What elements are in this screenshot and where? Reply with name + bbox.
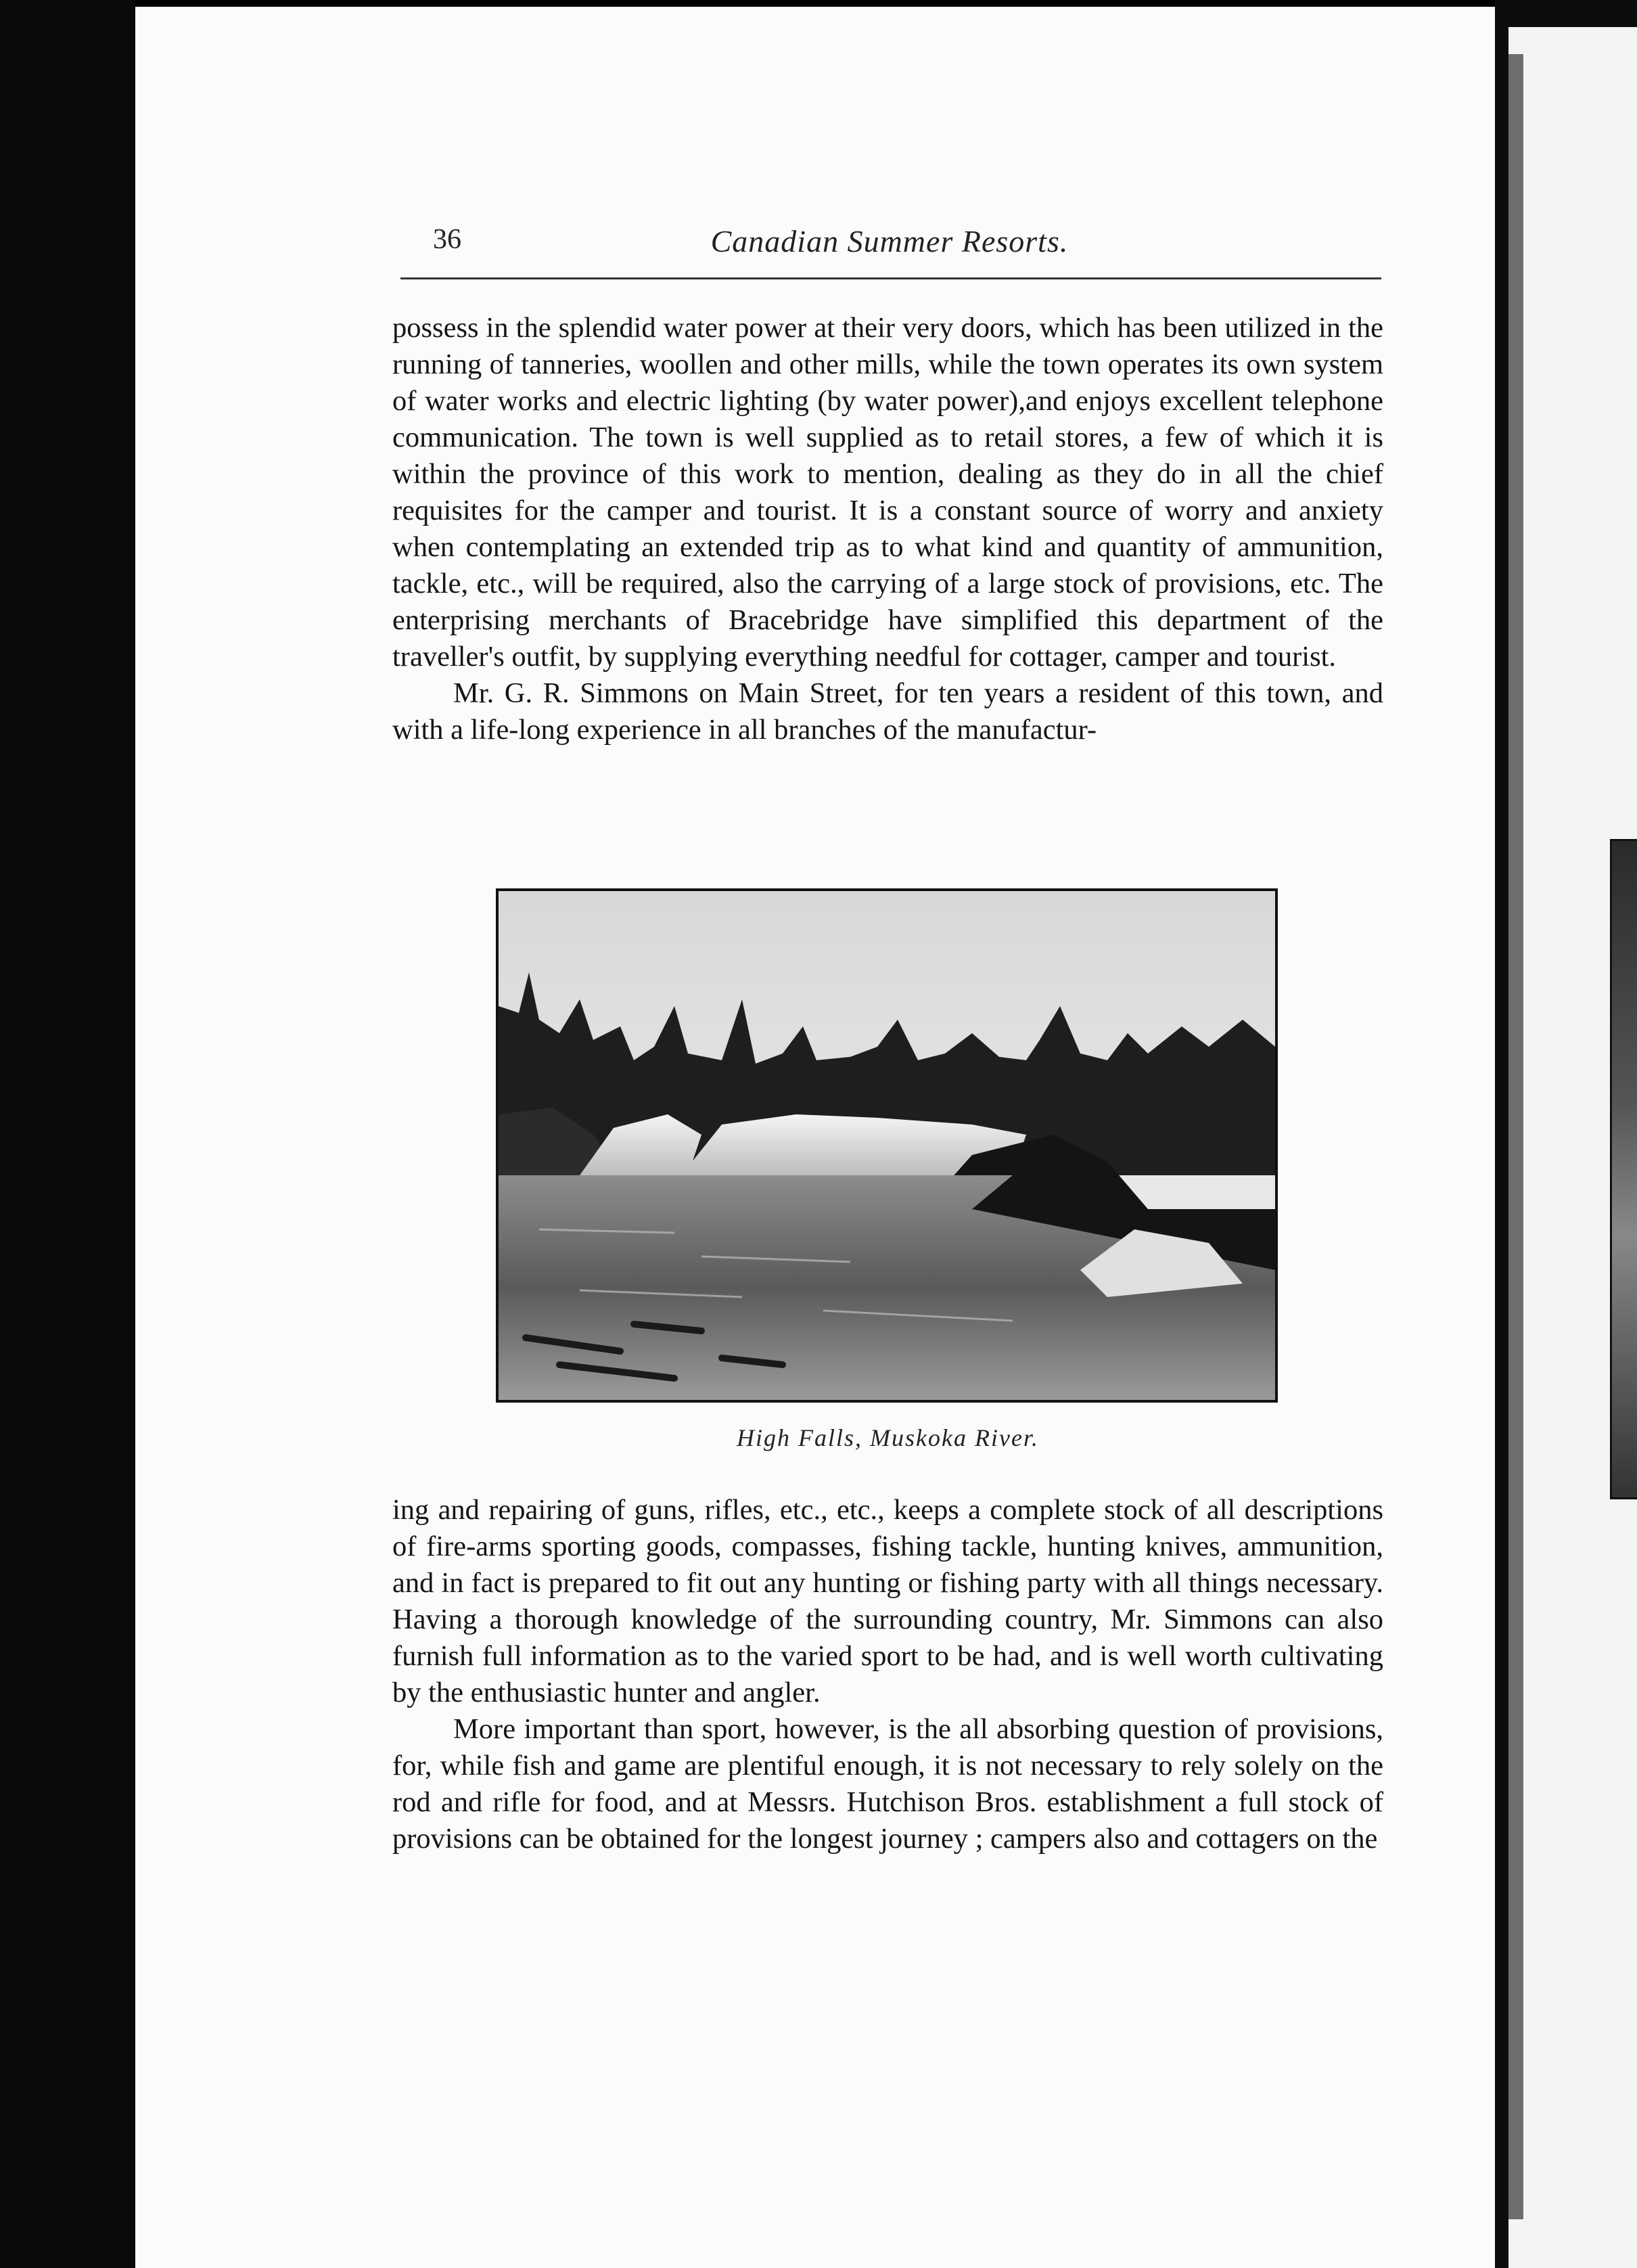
page-number: 36 [433,224,461,255]
header-rule [400,277,1381,279]
page-gutter-shadow [1508,54,1523,2219]
paragraph: Mr. G. R. Simmons on Main Street, for ten years a resident of this town, and with a life-long experience in all branches of the manufactur- [392,677,1383,746]
scan-border-left [0,0,135,2268]
paragraph: possess in the splendid water power at their very doors, which has been utilized in the running of tanneries, woollen and other mills, while the town operates its own system of water works and electric lighting (by water power),and enjoys excellent telephone communication. The town is well supplied as to retail stores, a few of which it is within the province of this work to mention, dealing as they do in all the chief requisites for the camper and tourist. It is a constant source of worry and anxiety when contemplating an extended trip as to what kind and quantity of ammunition, tackle, etc., will be required, also the carrying of a large stock of provisions, etc. The enterprising merchants of Bracebridge have simplified this department of the traveller's outfit, by supplying everything needful for cottager, camper and tourist. [392,312,1383,673]
paragraph: More important than sport, however, is the all absorbing question of provisions, for, while fish and game are plentiful enough, it is not necessary to rely solely on the rod and rifle for food, and at Messrs. Hutchison Bros. establishment a full stock of provisions can be obtained for the longest journey ; campers also and cottagers on the [392,1713,1383,1855]
adjacent-page-edge [1508,27,1637,2268]
adjacent-page-photo-fragment [1610,839,1637,1499]
body-text-bottom [392,1492,1383,2006]
waterfall-photo [499,891,1275,1400]
paragraph: ing and repairing of guns, rifles, etc., etc., keeps a complete stock of all descriptions of fire-arms sporting goods, compasses, fishing tackle, hunting knives, ammunition, and in fact is prepared to fit out any hunting or fishing party with all things necessary. Having a thorough knowledge of the surrounding country, Mr. Simmons can also furnish full information as to the varied sport to be had, and is well worth cultivating by the enthusiastic hunter and angler. [392,1494,1383,1708]
running-title: Canadian Summer Resorts. [710,224,1069,258]
photo-plate-high-falls [496,888,1278,1403]
page-header [399,223,1380,271]
body-text-top [392,310,1383,871]
figure-caption: High Falls, Muskoka River. [737,1424,1039,1451]
